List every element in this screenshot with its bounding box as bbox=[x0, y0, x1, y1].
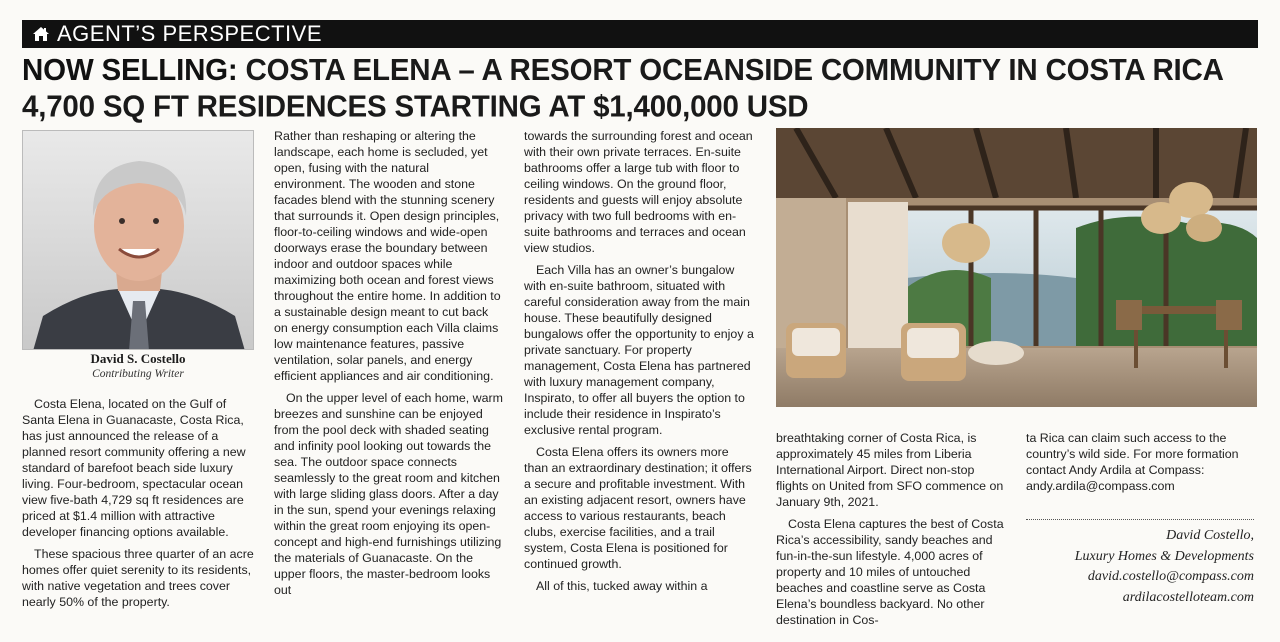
col4-paragraph: Costa Elena captures the best of Costa Rica’s accessibility, sandy beaches and fun-in-the-sun lifestyle. 4,000 acres of property and 10 miles of untouched beaches and coastline serve as Costa Elena’s boundless backyard. No other destination in Cos- bbox=[776, 517, 1004, 627]
article-column-3 bbox=[524, 128, 756, 600]
signature-divider bbox=[1026, 519, 1254, 520]
article-column-5 bbox=[1026, 430, 1256, 500]
article-column-2 bbox=[274, 128, 504, 604]
author-role: Contributing Writer bbox=[92, 368, 184, 380]
signature-title: Luxury Homes & Developments bbox=[1074, 548, 1254, 564]
signature-email[interactable]: david.costello@compass.com bbox=[1087, 569, 1254, 584]
section-label: AGENT’S PERSPECTIVE bbox=[57, 21, 323, 46]
col1-paragraph: These spacious three quarter of an acre homes offer quiet serenity to its residents, with native vegetation and trees cover nearly 50% of the property. bbox=[22, 547, 254, 609]
author-signature bbox=[1026, 526, 1254, 608]
col5-paragraph: ta Rica can claim such access to the country’s wild side. For more formation contact Andy Ardila at Compass: andy.ardila@compass.com bbox=[1026, 431, 1239, 493]
villa-interior-image bbox=[776, 128, 1257, 407]
section-header-bar bbox=[22, 20, 1258, 48]
author-portrait-image bbox=[23, 131, 254, 350]
col3-paragraph: Each Villa has an owner’s bungalow with en-suite bathroom, situated with careful consideration away from the main house. These beautifully designed bungalows offer the opportunity to enjoy a private sanctuary. For property management, Costa Elena has partnered with luxury management company, Inspirato, to offer all buyers the option to include their residence in Inspirato’s exclusive rental program. bbox=[524, 263, 754, 437]
col3-paragraph: Costa Elena offers its owners more than an extraordinary destination; it offers a secure and profitable investment. With an existing adjacent resort, owners have access to various restaurants, beach clubs, exercise facilities, and a trail system, Costa Elena is positioned for continued growth. bbox=[524, 445, 752, 571]
col1-paragraph: Costa Elena, located on the Gulf of Santa Elena in Guanacaste, Costa Rica, has just announced the release of a planned resort community offering a new standard of barefoot beach side luxury living. Four-bedroom, spectacular ocean view five-bath 4,729 sq ft residences are priced at $1.4 million with attractive developer financing options available. bbox=[22, 397, 246, 539]
signature-website[interactable]: ardilacostelloteam.com bbox=[1122, 589, 1254, 605]
col3-paragraph: All of this, tucked away within a bbox=[536, 579, 708, 593]
col4-paragraph: breathtaking corner of Costa Rica, is approximately 45 miles from Liberia International Airport. Direct non-stop flights on United from SFO commence on January 9th, 2021. bbox=[776, 431, 1004, 509]
headline-line-1 bbox=[22, 52, 1262, 88]
signature-name: David Costello, bbox=[1166, 528, 1254, 543]
home-icon bbox=[32, 26, 50, 42]
headline-lead: NOW SELLING: bbox=[22, 53, 238, 88]
headline-line-2: 4,700 SQ FT RESIDENCES STARTING AT $1,400,000 USD bbox=[22, 89, 809, 124]
headline-line1-rest: COSTA ELENA – A RESORT OCEANSIDE COMMUNITY IN COSTA RICA bbox=[237, 53, 1224, 88]
villa-interior-photo bbox=[776, 128, 1257, 407]
headline bbox=[22, 52, 1262, 125]
col2-paragraph: On the upper level of each home, warm breezes and sunshine can be enjoyed from the pool deck with shaded seating and infinity pool looking out towards the sea. The outdoor space connects seamlessly to the great room and kitchen with large sliding glass doors. After a day in the sun, spend your evenings relaxing within the great room enjoying its open-concept and high-end furnishings utilizing the materials of Guanacaste. On the upper floors, the master-bedroom looks out bbox=[274, 391, 503, 597]
article-column-1 bbox=[22, 396, 254, 616]
article-column-4 bbox=[776, 430, 1008, 634]
col2-paragraph: Rather than reshaping or altering the landscape, each home is secluded, yet open, fusing with the natural environment. The wooden and stone facades blend with the stunning scenery that surrounds it. Open design principles, floor-to-ceiling windows and wide-open doorways erase the boundary between indoor and outdoor spaces while maximizing both ocean and forest views throughout the entire home. In addition to a sustainable design meant to cut back on energy consumption each Villa claims low maintenance features, passive ventilation, solar panels, and energy efficient appliances and air conditioning. bbox=[274, 129, 501, 383]
author-byline bbox=[22, 351, 254, 382]
col3-paragraph: towards the surrounding forest and ocean with their own private terraces. En-suite bathrooms offer a large tub with floor to ceiling windows. On the ground floor, residents and guests will enjoy absolute privacy with two full bedrooms with en-suite bathrooms and terraces and ocean view studios. bbox=[524, 129, 753, 255]
author-portrait bbox=[22, 130, 254, 350]
author-name: David S. Costello bbox=[90, 351, 186, 366]
